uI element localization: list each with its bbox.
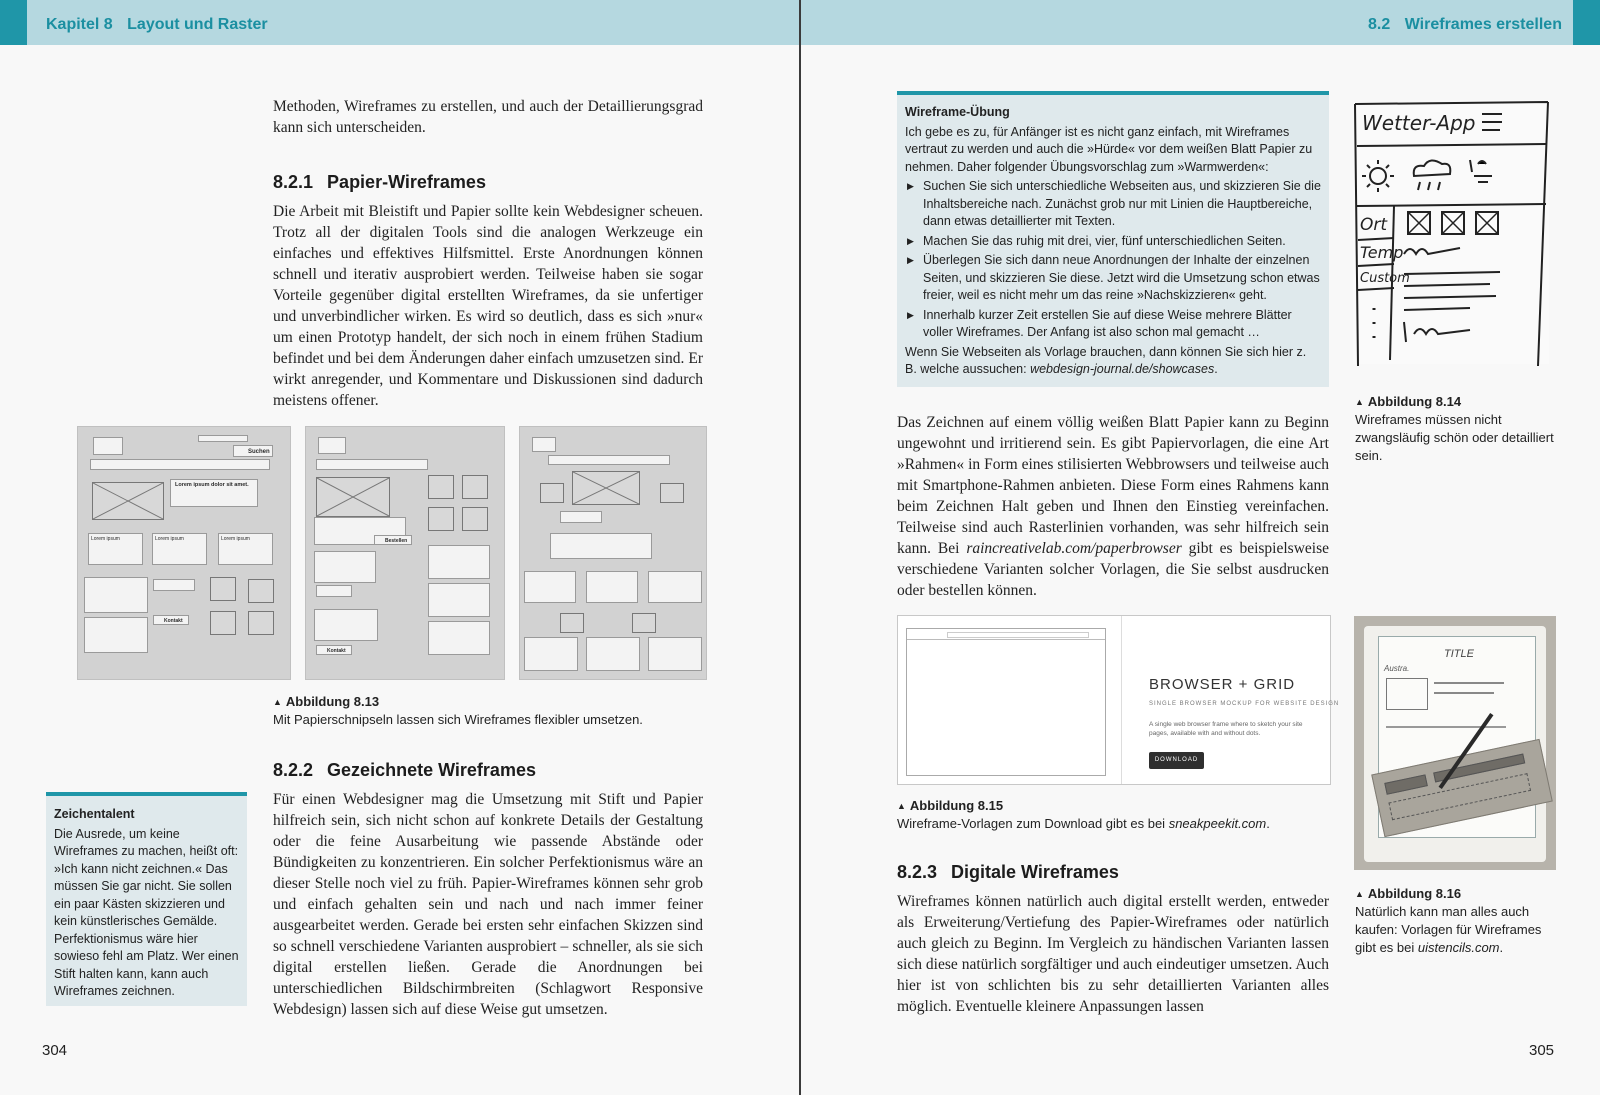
teaser-card: Lorem ipsum <box>152 533 207 565</box>
text-block <box>314 551 376 583</box>
section-heading-8-2-2 <box>273 760 536 781</box>
section-label: 8.2 <box>1368 16 1391 33</box>
paper-wireframe-photo-3 <box>519 426 707 680</box>
button-snippet <box>153 579 195 591</box>
sketch-label-ort: Ort <box>1360 215 1388 235</box>
paper-wireframe-photo-2 <box>305 426 505 680</box>
nav-strip <box>548 455 670 465</box>
section-number: 8.2.3 <box>897 862 938 882</box>
list-item: ▶ Machen Sie das ruhig mit drei, vier, fünf unterschiedlichen Seiten. <box>905 233 1321 251</box>
address-bar <box>947 632 1089 638</box>
sketch-label-custom: Custom <box>1360 271 1410 286</box>
text-block <box>524 637 578 671</box>
image-placeholder <box>462 475 488 499</box>
image-placeholder <box>248 579 274 603</box>
triangle-up-icon: ▲ <box>1355 889 1364 899</box>
image-placeholder <box>428 475 454 499</box>
box-title: Zeichentalent <box>54 807 135 821</box>
browser-grid-template <box>897 615 1340 785</box>
sneakpeekit-link[interactable]: sneakpeekit.com <box>1168 816 1267 831</box>
nav-strip <box>316 459 428 470</box>
exercise-list <box>905 178 1321 342</box>
paper-wireframe-photo-1 <box>77 426 291 680</box>
teaser-card <box>648 571 702 603</box>
figure-8-14-caption <box>1355 393 1565 465</box>
nav-strip <box>90 459 270 470</box>
list-item: ▶ Überlegen Sie sich dann neue Anordnungen der Inhalte der einzelnen Seiten, und skizzieren Sie diese. Jetzt wird die Umsetzung schon etwas freier, weil es nicht mehr um das reine »Nachskizzieren« geht. <box>905 252 1321 305</box>
box-outro: Wenn Sie Webseiten als Vorlage brauchen, dann können Sie sich hier z. B. welche aussuchen: <box>905 344 1307 376</box>
sketch-label: Austra. <box>1384 664 1410 673</box>
section-8-2-2-text: Für einen Webdesigner mag die Umsetzung mit Stift und Papier hilfreich sein, sich nicht schon auf konkrete Details der Gestaltung oder die feine Ausarbeitung wie passende Abstände oder Bündigkeiten zu konzentrieren. Ein solcher Perfektionismus wäre an dieser Stelle noch viel zu früh. Papier-Wireframes können sehr grob und einfach gehalten sein und nach und nach immer feiner ausgearbeitet werden. Gerade bei ersten sehr einfachen Skizzen sind so schnell verschiedene Varianten ausprobiert – schneller, als sie sich digital erstellen ließen. Gerade die Anordnungen bei unterschiedlichen Bildschirmbreiten (Schlagwort Responsive Webdesign) lassen sich auf diese Weise gut umsetzen. <box>273 791 703 1018</box>
caption-text-end: . <box>1499 940 1504 955</box>
text-block <box>586 637 640 671</box>
image-placeholder <box>210 611 236 635</box>
contact-label: Kontakt <box>153 615 189 625</box>
caption-text: Wireframe-Vorlagen zum Download gibt es bei <box>897 816 1169 831</box>
list-item: ▶ Suchen Sie sich unterschiedliche Webseiten aus, und skizzieren Sie die Inhaltsbereiche nach. Zunächst grob nur mit Linien die Hauptbereiche, dann etwas detaillierter mit Texten. <box>905 178 1321 231</box>
paperbrowser-link[interactable]: raincreativelab.com/paperbrowser <box>966 540 1182 557</box>
ui-stencil-photo <box>1354 616 1556 870</box>
browser-mockup <box>906 628 1106 776</box>
headline-card <box>550 533 652 559</box>
paragraph-text-end: gibt es beispielsweise verschiedene Varianten solcher Vorlagen, die Sie selbst ausdrucken oder bestellen können. <box>897 540 1330 599</box>
template-title: BROWSER + GRID <box>1149 676 1296 693</box>
contact-label: Kontakt <box>316 645 352 655</box>
stencil-cutout <box>1384 774 1428 794</box>
right-header-tab <box>1573 0 1600 45</box>
image-placeholder <box>660 483 684 503</box>
info-box-wireframe-uebung <box>897 91 1329 387</box>
sketch-app-title: Wetter-App <box>1362 111 1476 135</box>
sketch-title-label: TITLE <box>1444 648 1474 660</box>
triangle-up-icon: ▲ <box>897 801 906 811</box>
left-running-head <box>46 16 268 34</box>
caption-text: Natürlich kann man alles auch kaufen: Vorlagen für Wireframes gibt es bei <box>1355 904 1542 955</box>
hero-image-placeholder <box>92 482 164 520</box>
hero-image-placeholder <box>572 471 640 505</box>
search-button-snippet <box>316 585 352 597</box>
uistencils-link[interactable]: uistencils.com <box>1417 940 1500 955</box>
image-placeholder <box>560 613 584 633</box>
sketch-image-box <box>1386 678 1428 710</box>
search-label: Suchen <box>233 445 273 457</box>
section-title: Digitale Wireframes <box>951 862 1119 882</box>
box-outro-end: . <box>1214 362 1218 376</box>
box-text: Die Ausrede, um keine Wireframes zu machen, heißt oft: »Ich kann nicht zeichnen.« Das müssen Sie gar nicht. Sie sollen ein paar Kästen skizzieren und kein künstlerisches Gemälde. Perfektionismus wäre hier sowieso fehl am Platz. Wer einen Stift halten kann, kann auch Wireframes zeichnen. <box>54 826 239 998</box>
list-item: ▶ Innerhalb kurzer Zeit erstellen Sie auf diese Weise mehrere Blätter voller Wireframes. Der Anfang ist also schon mal gemacht … <box>905 307 1321 342</box>
left-header-tab <box>0 0 27 45</box>
button-snippet <box>560 511 602 523</box>
box-title: Wireframe-Übung <box>905 105 1010 119</box>
info-box-zeichentalent <box>46 792 247 1006</box>
weather-app-sketch <box>1350 98 1560 378</box>
text-block <box>314 609 378 641</box>
image-placeholder <box>428 507 454 531</box>
section-title: Gezeichnete Wireframes <box>327 760 536 780</box>
teaser-card: Lorem ipsum <box>88 533 143 565</box>
text-block <box>84 577 148 613</box>
figure-8-13-caption <box>273 693 713 729</box>
caption-text: Mit Papierschnipseln lassen sich Wireframes flexibler umsetzen. <box>273 712 643 727</box>
intro-paragraph: Methoden, Wireframes zu erstellen, und auch der Detaillierungsgrad kann sich unterscheiden. <box>273 98 703 136</box>
template-description: A single web browser frame where to sketch your site pages, available with and without dots. <box>1149 721 1303 737</box>
teaser-card <box>428 583 490 617</box>
image-placeholder <box>532 437 556 452</box>
image-placeholder <box>318 437 346 454</box>
triangle-up-icon: ▲ <box>1355 397 1364 407</box>
download-button[interactable]: DOWNLOAD <box>1149 752 1204 769</box>
image-placeholder <box>248 611 274 635</box>
text-block <box>648 637 702 671</box>
template-subtitle: SINGLE BROWSER MOCKUP FOR WEBSITE DESIGN <box>1149 701 1340 707</box>
left-page <box>0 0 799 1095</box>
teaser-card <box>524 571 576 603</box>
box-intro: Ich gebe es zu, für Anfänger ist es nicht ganz einfach, mit Wireframes vertraut zu werden und auch die »Hürde« vor dem weißen Blatt Papier zu nehmen. Daher folgender Übungsvorschlag zum »Warmwerden«: <box>905 124 1313 174</box>
image-placeholder <box>462 507 488 531</box>
section-number: 8.2.2 <box>273 760 314 780</box>
page-number-left: 304 <box>42 1042 68 1059</box>
section-heading-8-2-1 <box>273 172 486 193</box>
triangle-up-icon: ▲ <box>273 697 282 707</box>
caption-title-text: Abbildung 8.13 <box>285 694 380 709</box>
sketch-line <box>1434 692 1494 694</box>
right-page <box>801 0 1600 1095</box>
caption-title-text: Abbildung 8.16 <box>1367 886 1462 901</box>
caption-title-text: Abbildung 8.15 <box>909 798 1004 813</box>
image-placeholder <box>93 437 123 455</box>
image-placeholder <box>632 613 656 633</box>
right-running-head <box>1368 16 1562 34</box>
paper-templates-paragraph <box>897 412 1329 601</box>
chapter-label: Kapitel 8 <box>46 16 113 33</box>
image-placeholder <box>540 483 564 503</box>
figure-8-16-caption <box>1355 885 1565 957</box>
paper-strip <box>198 435 248 442</box>
teaser-card: Lorem ipsum <box>218 533 273 565</box>
caption-title <box>273 693 713 711</box>
section-heading-8-2-3 <box>897 862 1119 883</box>
order-label: Bestellen <box>374 535 412 545</box>
section-title: Papier-Wireframes <box>327 172 486 192</box>
image-placeholder <box>210 577 236 601</box>
paragraph-text: Das Zeichnen auf einem völlig weißen Blatt Papier kann zu Beginn ungewohnt und irritierend sein. Es gibt Papiervorlagen, die eine Art »Rahmen« in Form eines stilisierten Webbrowsers und teilweise auch mit Smartphone-Rahmen anbieten. Diese Form eines Rahmens kann beim Zeichnen Halt geben und Ihnen den Einstieg vereinfachen. Teilweise sind auch Rasterlinien vorhanden, was sehr hilfreich sein kann. Bei <box>897 414 1329 557</box>
section-8-2-3-text: Wireframes können natürlich auch digital erstellt werden, entweder als Erweiterung/Vertiefung des Papier-Wireframes oder natürlich auch gleich zu Beginn. Im Vergleich zu händischen Varianten lassen sich diese natürlich sorgfältiger und auch eindeutiger umsetzen. Auch hier ist von schlichten bis zu sehr detaillierten Varianten alles möglich. Eventuelle kleinere Anpassungen lassen <box>897 893 1329 1015</box>
section-number: 8.2.1 <box>273 172 314 192</box>
page-number-right: 305 <box>1529 1042 1555 1059</box>
sketch-label-temp: Temp <box>1360 243 1404 262</box>
hero-image-placeholder <box>316 477 390 517</box>
caption-text-end: . <box>1266 816 1270 831</box>
text-block <box>84 617 148 653</box>
card-divider <box>1121 616 1122 784</box>
section-title: Wireframes erstellen <box>1404 16 1562 33</box>
caption-text: Wireframes müssen nicht zwangsläufig schön oder detailliert sein. <box>1355 412 1554 463</box>
caption-title <box>1355 393 1565 411</box>
chapter-title: Layout und Raster <box>127 16 268 33</box>
teaser-card <box>428 545 490 579</box>
caption-title <box>897 797 1337 815</box>
section-8-2-1-text: Die Arbeit mit Bleistift und Papier sollte kein Webdesigner scheuen. Trotz all der digitalen Tools sind die analogen Werkzeuge ein einfaches und effektives Hilfsmittel. Erste Anordnungen können schnell und iterativ ausprobiert werden. Teilweise haben sie sogar Vorteile gegenüber digital erstellten Wireframes, da sie unfertiger und unverbindlicher wirken. Es wird so deutlich, dass es sich »nur« um einen Prototyp handelt, der sich noch in einem frühen Stadium befindet und bei dem Änderungen daher einfach umzusetzen sind. Er wirkt anregender, und Kommentare und Diskussionen sind dadurch meistens offener. <box>273 203 703 409</box>
teaser-card <box>586 571 638 603</box>
teaser-card <box>428 621 490 655</box>
sketch-line <box>1386 726 1506 728</box>
caption-title <box>1355 885 1565 903</box>
sketch-line <box>1434 682 1504 684</box>
headline-card: Lorem ipsum dolor sit amet. <box>170 479 258 507</box>
caption-title-text: Abbildung 8.14 <box>1367 394 1462 409</box>
showcase-link[interactable]: webdesign-journal.de/showcases <box>1030 362 1215 376</box>
figure-8-15-caption <box>897 797 1337 833</box>
